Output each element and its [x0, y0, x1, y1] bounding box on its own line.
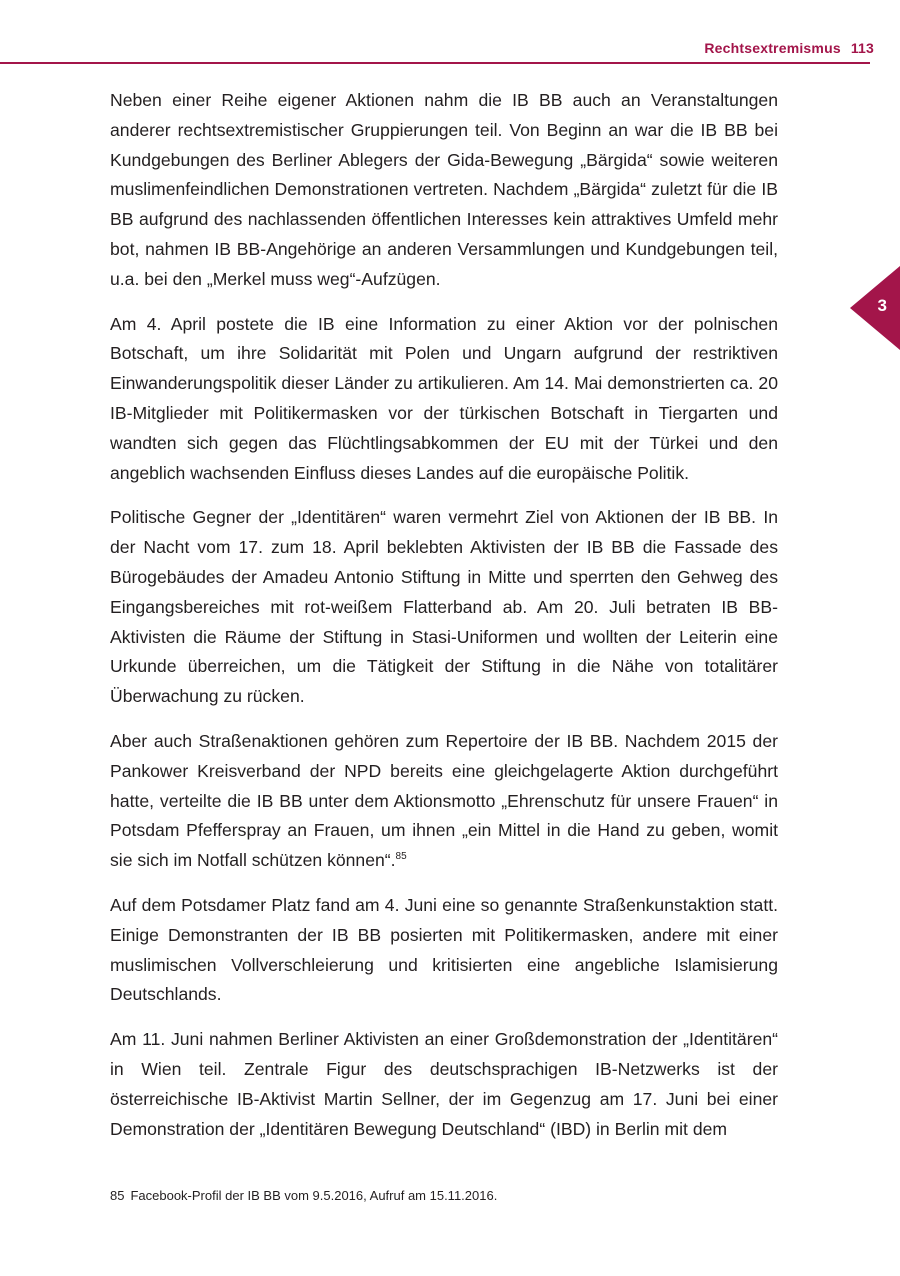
paragraph: Politische Gegner der „Identitären“ waren vermehrt Ziel von Aktionen der IB BB. In der Nacht vom 17. zum 18. April beklebten Aktivisten der IB BB die Fassade des Bürogebäudes der Amadeu Antonio Stiftung in Mitte und sperrten den Gehweg des Eingangsbereiches mit rot-weißem Flatterband ab. Am 20. Juli betraten IB BB-Aktivisten die Räume der Stiftung in Stasi-Uniformen und wollten der Leiterin eine Urkunde überreichen, um die Tätigkeit der Stiftung in die Nähe von totalitärer Überwachung zu rücken.: [110, 507, 778, 707]
header-rule: [0, 62, 870, 64]
running-header: [704, 40, 874, 56]
footnote-text: Facebook-Profil der IB BB vom 9.5.2016, Aufruf am 15.11.2016.: [130, 1188, 498, 1203]
footnote-number: 85: [110, 1188, 125, 1203]
paragraph: Neben einer Reihe eigener Aktionen nahm die IB BB auch an Veranstaltungen anderer rechtsextremistischer Gruppierungen teil. Von Beginn an war die IB BB bei Kundgebungen des Berliner Ablegers der Gida-Bewegung „Bärgida“ sowie weiteren muslimenfeindlichen Demonstrationen vertreten. Nachdem „Bärgida“ zuletzt für die IB BB aufgrund des nachlassenden öffentlichen Interesses kein attraktives Umfeld mehr bot, nahmen IB BB-Angehörige an anderen Versammlungen und Kundgebungen teil, u.a. bei den „Merkel muss weg“-Aufzügen.: [110, 90, 778, 289]
paragraph: Aber auch Straßenaktionen gehören zum Repertoire der IB BB. Nachdem 2015 der Pankower Kreisverband der NPD bereits eine gleichgelagerte Aktion durchgeführt hatte, verteilte die IB BB unter dem Aktionsmotto „Ehrenschutz für unsere Frauen“ in Potsdam Pfefferspray an Frauen, um ihnen „ein Mittel in die Hand zu geben, womit sie sich im Notfall schützen können“.$^{85}$: [110, 730, 778, 871]
section-title: Rechtsextremismus: [704, 40, 841, 56]
paragraph: Auf dem Potsdamer Platz fand am 4. Juni eine so genannte Straßenkunstaktion statt. Einige Demonstranten der IB BB posierten mit Politikermasken, andere mit einer muslimischen Vollverschleierung und kritisierten eine angebliche Islamisierung Deutschlands.: [110, 894, 778, 1005]
chapter-tab: [850, 266, 900, 350]
chapter-tab-triangle-icon: [850, 266, 900, 350]
page-number: 113: [850, 40, 874, 56]
footnote: [110, 1187, 778, 1205]
footnote-reference[interactable]: 85: [395, 851, 407, 863]
paragraph: Am 11. Juni nahmen Berliner Aktivisten an einer Großdemonstration der „Identitären“ in Wien teil. Zentrale Figur des deutschsprachigen IB-Netzwerks ist der österreichische IB-Aktivist Martin Sellner, der im Gegenzug am 17. Juni bei einer Demonstration der „Identitären Bewegung Deutschland“ (IBD) in Berlin mit dem: [110, 1029, 778, 1139]
body-text: [110, 86, 778, 1159]
paragraph: Am 4. April postete die IB eine Information zu einer Aktion vor der polnischen Botschaft, um ihre Solidarität mit Polen und Ungarn aufgrund der restriktiven Einwanderungspolitik dieser Länder zu artikulieren. Am 14. Mai demonstrierten ca. 20 IB-Mitglieder mit Politikermasken vor der türkischen Botschaft in Tiergarten und wandten sich gegen das Flüchtlingsabkommen der EU mit der Türkei und den angeblich wachsenden Einfluss dieses Landes auf die europäische Politik.: [110, 313, 778, 483]
chapter-number: 3: [877, 296, 887, 315]
